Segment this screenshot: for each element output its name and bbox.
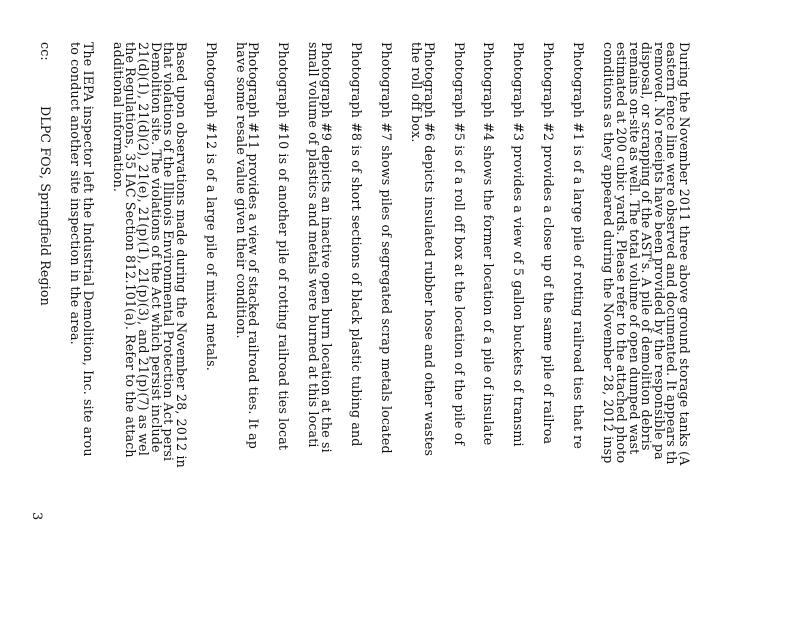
photo-note-9: Photograph #9 depicts an inactive open burn location at the si	[318, 42, 334, 453]
photo-note-8: Photograph #8 is of short sections of black plastic tubing and	[348, 42, 364, 447]
text-line: removed. No receipts have been provided by the responsible pa	[651, 42, 667, 460]
text-line: remains on-site as well. The total volume of open dumped wast	[626, 42, 642, 455]
violations-paragraph	[111, 42, 187, 618]
text-line: to conduct another site inspection in the area.	[68, 42, 84, 345]
photo-note-10: Photograph #10 is of another pile of rotting railroad ties locat	[276, 42, 292, 451]
photo-note-9-cont: small volume of plastics and metals were burned at this locati	[306, 42, 322, 448]
text-line: 21(d)(1), 21(d)(2), 21(e), 21(p)(1), 21(p)(3), and 21(p)(7) as wel	[136, 42, 152, 456]
photo-note-11: Photograph #11 provides a view of stacked railroad ties. It ap	[246, 42, 262, 449]
text-line: that violations of the Illinois Environmental Protection Act persi	[161, 42, 177, 462]
photo-note-6: Photograph #6 depicts insulated rubber hose and other wastes	[421, 42, 437, 457]
photo-note-5: Photograph #5 is of a roll off box at the location of the pile of	[451, 42, 467, 446]
rotated-text-block	[39, 42, 690, 618]
photo-note-12: Photograph #12 is of a large pile of mixed metals.	[203, 42, 219, 371]
intro-paragraph	[602, 42, 690, 618]
photo-note-7: Photograph #7 shows piles of segregated scrap metals located	[378, 42, 394, 454]
photo-note-6-cont: the roll off box.	[408, 42, 424, 143]
text-line: eastern fence line were observed and documented. It appears th	[664, 42, 680, 465]
text-line: estimated at 200 cubic yards. Please refer to the attached photo	[614, 42, 630, 464]
text-line: During the November 2011 three above ground storage tanks (A	[677, 42, 692, 466]
text-line: the Regulations, 35 IAC Section 812.101(a). Refer to the attach	[123, 42, 139, 458]
cc-value: DLPC FOS, Springfield Region	[38, 106, 54, 306]
text-line: Demolition site. The violations of the Act which persist include	[148, 42, 164, 453]
photo-note-4: Photograph #4 shows the former location of a pile of insulate	[481, 42, 497, 446]
photo-note-11-cont: have some resale value given their condition.	[233, 42, 249, 339]
photo-note-3: Photograph #3 provides a view of 5 gallon buckets of transmi	[511, 42, 527, 447]
text-line: disposal, or scrapping of the AST's. A pile of demolition debris	[639, 42, 655, 451]
photo-note-1: Photograph #1 is of a large pile of rotting railroad ties that re	[571, 42, 587, 449]
text-line: conditions as they appeared during the November 28, 2012 insp	[601, 42, 617, 464]
inspector-paragraph	[69, 42, 94, 618]
cc-line	[39, 42, 52, 618]
cc-label: cc:	[38, 42, 54, 61]
text-line: The IEPA inspector left the Industrial Demolition, Inc. site arou	[80, 42, 96, 457]
text-line: additional information.	[110, 42, 126, 193]
photo-note-2: Photograph #2 provides a close up of the same pile of railroa	[541, 42, 557, 445]
text-line: Based upon observations made during the November 28, 2012 in	[173, 42, 189, 468]
page-number: 3	[29, 512, 44, 521]
